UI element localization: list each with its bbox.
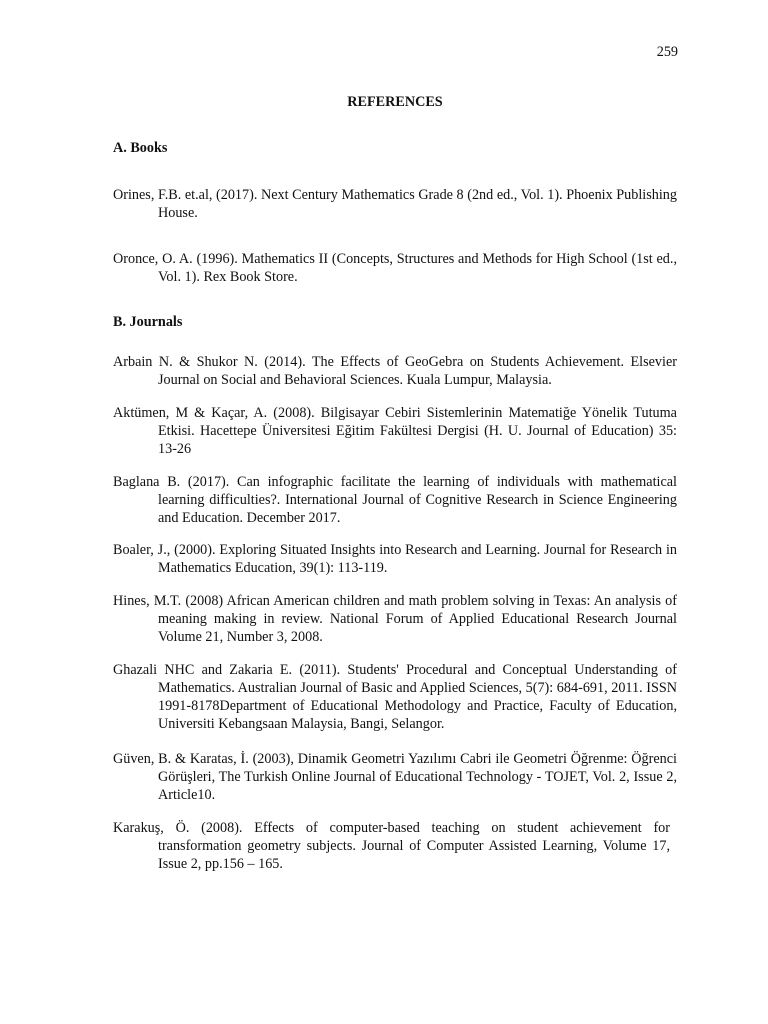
section-heading-journals: B. Journals (113, 314, 183, 330)
reference-entry: Hines, M.T. (2008) African American children and math problem solving in Texas: An analysis of meaning making in review. National Forum of Applied Educational Research Journal Volume 21, Number 3, 2008. (113, 593, 677, 645)
reference-entry: Karakuş, Ö. (2008). Effects of computer-based teaching on student achievement for transformation geometry subjects. Journal of Computer Assisted Learning, Volume 17, Issue 2, pp.156 – 165. (113, 820, 670, 872)
reference-entry: Arbain N. & Shukor N. (2014). The Effects of GeoGebra on Students Achievement. Elsevier Journal on Social and Behavioral Sciences. Kuala Lumpur, Malaysia. (113, 354, 677, 388)
reference-entry: Aktümen, M & Kaçar, A. (2008). Bilgisayar Cebiri Sistemlerinin Matematiğe Yönelik Tutuma Etkisi. Hacettepe Üniversitesi Eğitim Fakültesi Dergisi (H. U. Journal of Education) 35: 13-26 (113, 405, 677, 457)
reference-entry: Baglana B. (2017). Can infographic facilitate the learning of individuals with mathematical learning difficulties?. International Journal of Cognitive Research in Science Engineering and Education. December 2017. (113, 474, 677, 526)
reference-entry: Güven, B. & Karatas, İ. (2003), Dinamik Geometri Yazılımı Cabri ile Geometri Öğrenme: Öğrenci Görüşleri, The Turkish Online Journal of Educational Technology - TOJET, Vol. 2, Issue 2, Article10. (113, 751, 677, 803)
section-heading-books: A. Books (113, 140, 168, 156)
reference-entry: Oronce, O. A. (1996). Mathematics II (Concepts, Structures and Methods for High School (1st ed., Vol. 1). Rex Book Store. (113, 251, 677, 285)
page-title: REFERENCES (347, 94, 443, 110)
page-number: 259 (656, 44, 678, 60)
reference-entry: Ghazali NHC and Zakaria E. (2011). Students' Procedural and Conceptual Understanding of Mathematics. Australian Journal of Basic and Applied Sciences, 5(7): 684-691, 2011. ISSN 1991-8178Department of Educational Methodology and Practice, Faculty of Education, Universiti Kebangsaan Malaysia, Bangi, Selangor. (113, 662, 677, 732)
reference-entry: Orines, F.B. et.al, (2017). Next Century Mathematics Grade 8 (2nd ed., Vol. 1). Phoenix Publishing House. (113, 187, 677, 221)
reference-entry: Boaler, J., (2000). Exploring Situated Insights into Research and Learning. Journal for Research in Mathematics Education, 39(1): 113-119. (113, 542, 677, 576)
